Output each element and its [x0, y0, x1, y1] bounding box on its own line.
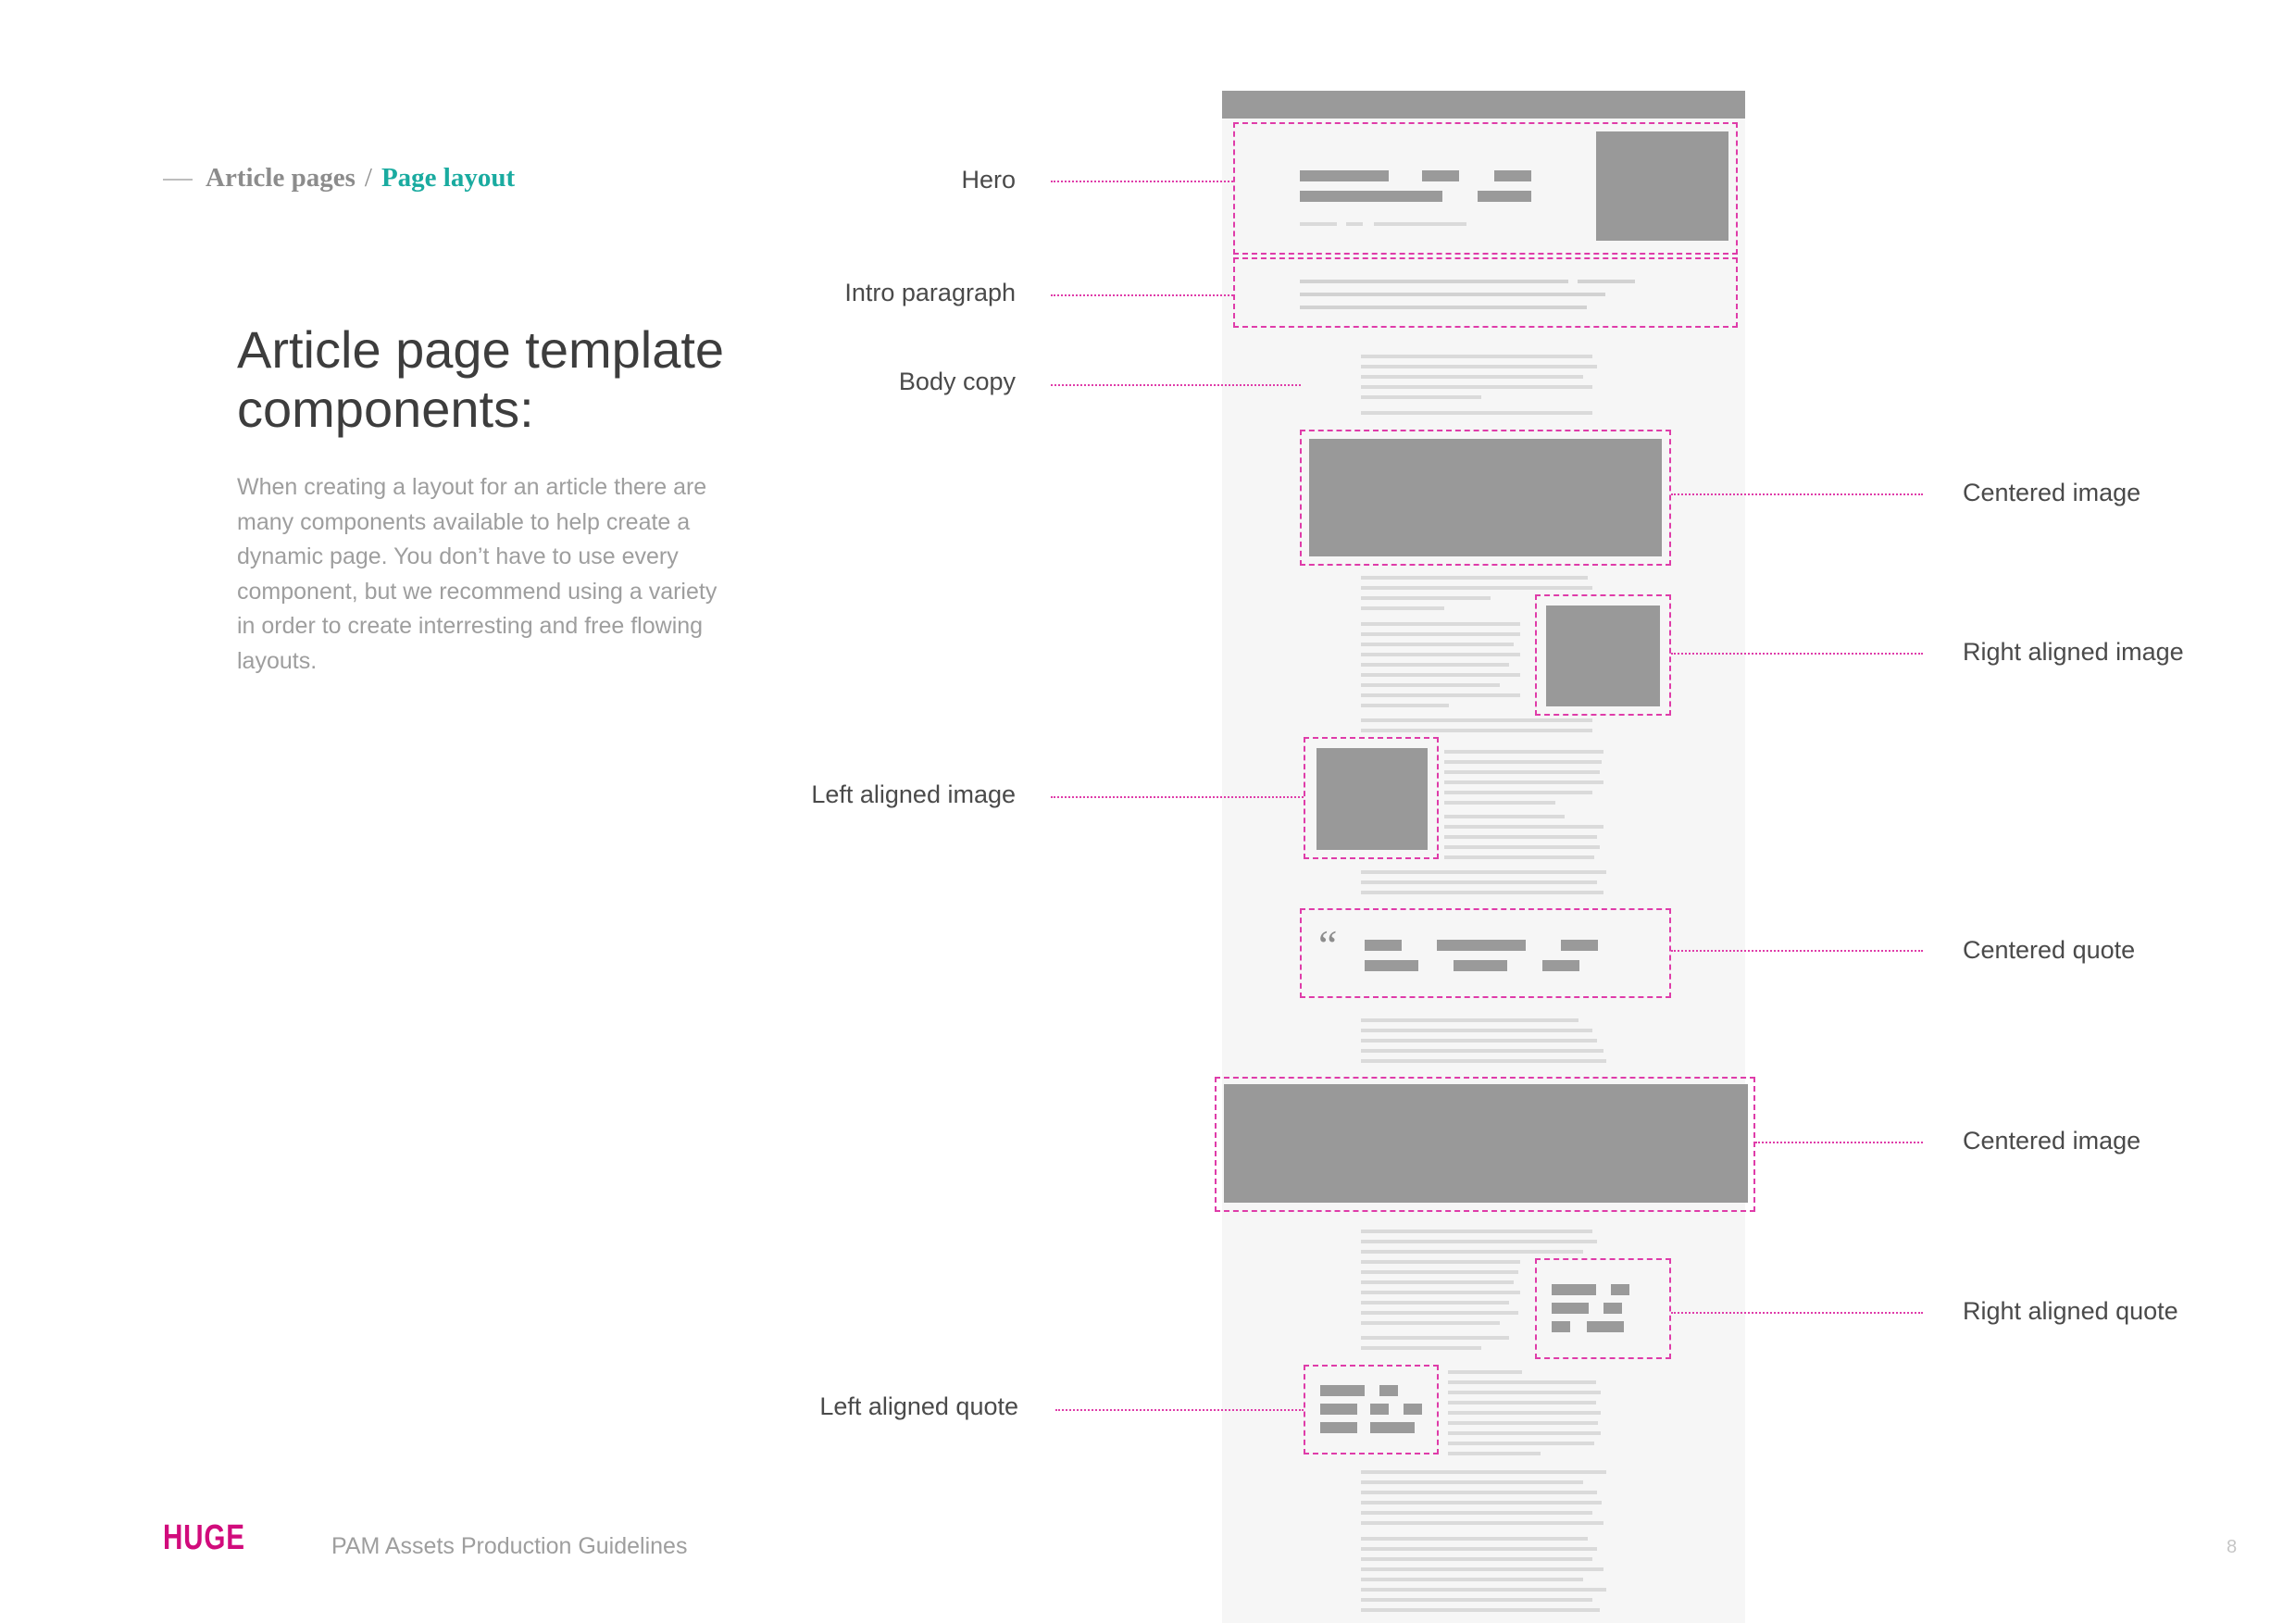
- text-line: [1361, 653, 1520, 656]
- leader-right-quote: [1671, 1312, 1923, 1314]
- quote-text-bar: [1611, 1284, 1629, 1295]
- hero-title-bar: [1300, 170, 1389, 181]
- hero-title-bar: [1478, 191, 1531, 202]
- label-centered-quote: Centered quote: [1963, 936, 2136, 964]
- text-line: [1361, 1608, 1600, 1612]
- text-line: [1300, 306, 1587, 309]
- leader-right-image: [1671, 653, 1923, 655]
- text-line: [1361, 1521, 1603, 1525]
- text-line: [1361, 1511, 1592, 1515]
- text-line: [1361, 1311, 1518, 1315]
- leader-centered-image-2: [1755, 1142, 1923, 1143]
- text-line: [1361, 1321, 1500, 1325]
- text-line: [1361, 1567, 1603, 1571]
- text-line: [1361, 1049, 1603, 1053]
- leader-centered-quote: [1671, 950, 1923, 952]
- hero-title-bar: [1422, 170, 1459, 181]
- quote-text-bar: [1603, 1303, 1622, 1314]
- text-line: [1448, 1452, 1541, 1455]
- text-line: [1374, 222, 1466, 226]
- label-right-aligned-quote: Right aligned quote: [1963, 1297, 2178, 1325]
- text-line: [1448, 1370, 1522, 1374]
- footer-title: PAM Assets Production Guidelines: [331, 1533, 688, 1559]
- hero-box: [1233, 122, 1738, 255]
- text-line: [1361, 1301, 1509, 1305]
- text-line: [1444, 845, 1600, 849]
- text-line: [1361, 1280, 1514, 1284]
- text-line: [1444, 760, 1602, 764]
- text-line: [1361, 1537, 1588, 1541]
- text-line: [1361, 576, 1588, 580]
- page-number: 8: [2227, 1537, 2238, 1557]
- text-line: [1444, 770, 1600, 774]
- hero-title-bar: [1494, 170, 1531, 181]
- leader-intro: [1051, 294, 1233, 296]
- quote-mark-icon: “: [1318, 921, 1338, 968]
- text-line: [1300, 280, 1568, 283]
- text-line: [1448, 1442, 1594, 1445]
- text-line: [1448, 1421, 1598, 1425]
- intro-box: [1233, 257, 1738, 328]
- text-line: [1444, 780, 1603, 784]
- quote-text-bar: [1370, 1404, 1389, 1415]
- text-line: [1361, 1270, 1518, 1274]
- quote-text-bar: [1437, 940, 1526, 951]
- text-line: [1361, 411, 1592, 415]
- image-placeholder: [1224, 1084, 1748, 1203]
- image-placeholder: [1316, 748, 1428, 850]
- leader-left-image: [1051, 796, 1304, 798]
- text-line: [1361, 385, 1592, 389]
- text-line: [1361, 1470, 1606, 1474]
- text-line: [1578, 280, 1635, 283]
- text-line: [1361, 596, 1491, 600]
- text-line: [1448, 1380, 1596, 1384]
- text-line: [1448, 1391, 1601, 1394]
- quote-text-bar: [1365, 940, 1402, 951]
- quote-text-bar: [1404, 1404, 1422, 1415]
- text-line: [1361, 365, 1597, 368]
- quote-text-bar: [1320, 1422, 1357, 1433]
- text-line: [1361, 586, 1592, 590]
- centered-image-box: [1300, 430, 1671, 566]
- text-line: [1444, 801, 1555, 805]
- text-line: [1361, 1230, 1592, 1233]
- text-line: [1361, 683, 1500, 687]
- label-right-aligned-image: Right aligned image: [1963, 638, 2184, 666]
- text-line: [1361, 1501, 1602, 1504]
- text-line: [1361, 1588, 1606, 1592]
- label-left-aligned-quote: Left aligned quote: [819, 1392, 1018, 1420]
- text-line: [1361, 729, 1592, 732]
- quote-text-bar: [1552, 1284, 1596, 1295]
- centered-quote-box: [1300, 908, 1671, 998]
- leader-hero: [1051, 181, 1233, 182]
- breadcrumb-dash: [163, 179, 193, 181]
- text-line: [1361, 1240, 1597, 1243]
- text-line: [1361, 1039, 1597, 1042]
- huge-logo[interactable]: HUGE: [163, 1518, 245, 1557]
- text-line: [1361, 1336, 1509, 1340]
- hero-image-placeholder: [1596, 131, 1728, 241]
- text-line: [1444, 855, 1594, 859]
- right-quote-box: [1535, 1258, 1671, 1359]
- quote-text-bar: [1379, 1385, 1398, 1396]
- text-line: [1361, 1250, 1583, 1254]
- text-line: [1444, 750, 1603, 754]
- breadcrumb: [163, 163, 515, 194]
- mockup-header-bar: [1222, 91, 1745, 119]
- image-placeholder: [1309, 439, 1662, 556]
- text-line: [1361, 1260, 1520, 1264]
- left-quote-box: [1304, 1365, 1439, 1454]
- leader-centered-image: [1671, 493, 1923, 495]
- text-line: [1361, 1578, 1583, 1581]
- quote-text-bar: [1454, 960, 1507, 971]
- leader-body: [1051, 384, 1301, 386]
- label-centered-image: Centered image: [1963, 479, 2141, 506]
- text-line: [1448, 1401, 1596, 1405]
- label-centered-image-2: Centered image: [1963, 1127, 2141, 1155]
- text-line: [1361, 1018, 1578, 1022]
- breadcrumb-section[interactable]: Article pages: [206, 163, 356, 193]
- text-line: [1361, 1346, 1481, 1350]
- text-line: [1444, 815, 1565, 818]
- quote-text-bar: [1370, 1422, 1415, 1433]
- text-line: [1444, 835, 1597, 839]
- quote-text-bar: [1561, 940, 1598, 951]
- text-line: [1448, 1411, 1601, 1415]
- image-placeholder: [1546, 606, 1660, 706]
- right-image-box: [1535, 594, 1671, 716]
- text-line: [1361, 663, 1509, 667]
- text-line: [1361, 632, 1520, 636]
- text-line: [1361, 718, 1592, 722]
- quote-text-bar: [1365, 960, 1418, 971]
- text-line: [1361, 704, 1449, 707]
- text-line: [1346, 222, 1363, 226]
- label-left-aligned-image: Left aligned image: [811, 780, 1016, 808]
- text-line: [1444, 791, 1592, 794]
- quote-text-bar: [1587, 1321, 1624, 1332]
- text-line: [1361, 1291, 1520, 1294]
- quote-text-bar: [1320, 1404, 1357, 1415]
- text-line: [1300, 293, 1605, 296]
- quote-text-bar: [1320, 1385, 1365, 1396]
- text-line: [1361, 1491, 1597, 1494]
- text-line: [1361, 673, 1520, 677]
- text-line: [1361, 355, 1592, 358]
- text-line: [1361, 1059, 1606, 1063]
- text-line: [1361, 643, 1514, 646]
- text-line: [1448, 1431, 1601, 1435]
- text-line: [1361, 1598, 1592, 1602]
- breadcrumb-current: Page layout: [381, 163, 516, 193]
- page-description: When creating a layout for an article there are many components available to help create a dynamic page. You don’t have to use every component, but we recommend using a variety in order to create interresting and free flowing layouts.: [237, 474, 718, 674]
- text-line: [1444, 825, 1603, 829]
- leader-left-quote: [1055, 1409, 1304, 1411]
- quote-text-bar: [1552, 1303, 1589, 1314]
- full-width-image-box: [1215, 1077, 1755, 1212]
- text-line: [1361, 870, 1606, 874]
- quote-text-bar: [1552, 1321, 1570, 1332]
- left-image-box: [1304, 737, 1439, 859]
- text-line: [1361, 1557, 1592, 1561]
- hero-title-bar: [1300, 191, 1442, 202]
- label-hero: Hero: [961, 166, 1016, 194]
- text-line: [1361, 1547, 1597, 1551]
- label-body-copy: Body copy: [898, 368, 1016, 395]
- text-line: [1361, 375, 1583, 379]
- quote-text-bar: [1542, 960, 1579, 971]
- page-title: Article page template components:: [237, 320, 725, 438]
- text-line: [1361, 693, 1520, 697]
- breadcrumb-separator: /: [364, 163, 372, 193]
- text-line: [1361, 1029, 1592, 1032]
- label-intro-paragraph: Intro paragraph: [844, 279, 1016, 306]
- text-line: [1361, 622, 1520, 626]
- text-line: [1361, 606, 1444, 610]
- text-line: [1361, 395, 1481, 399]
- text-line: [1361, 891, 1603, 894]
- text-line: [1361, 880, 1597, 884]
- text-line: [1300, 222, 1337, 226]
- text-line: [1361, 1480, 1583, 1484]
